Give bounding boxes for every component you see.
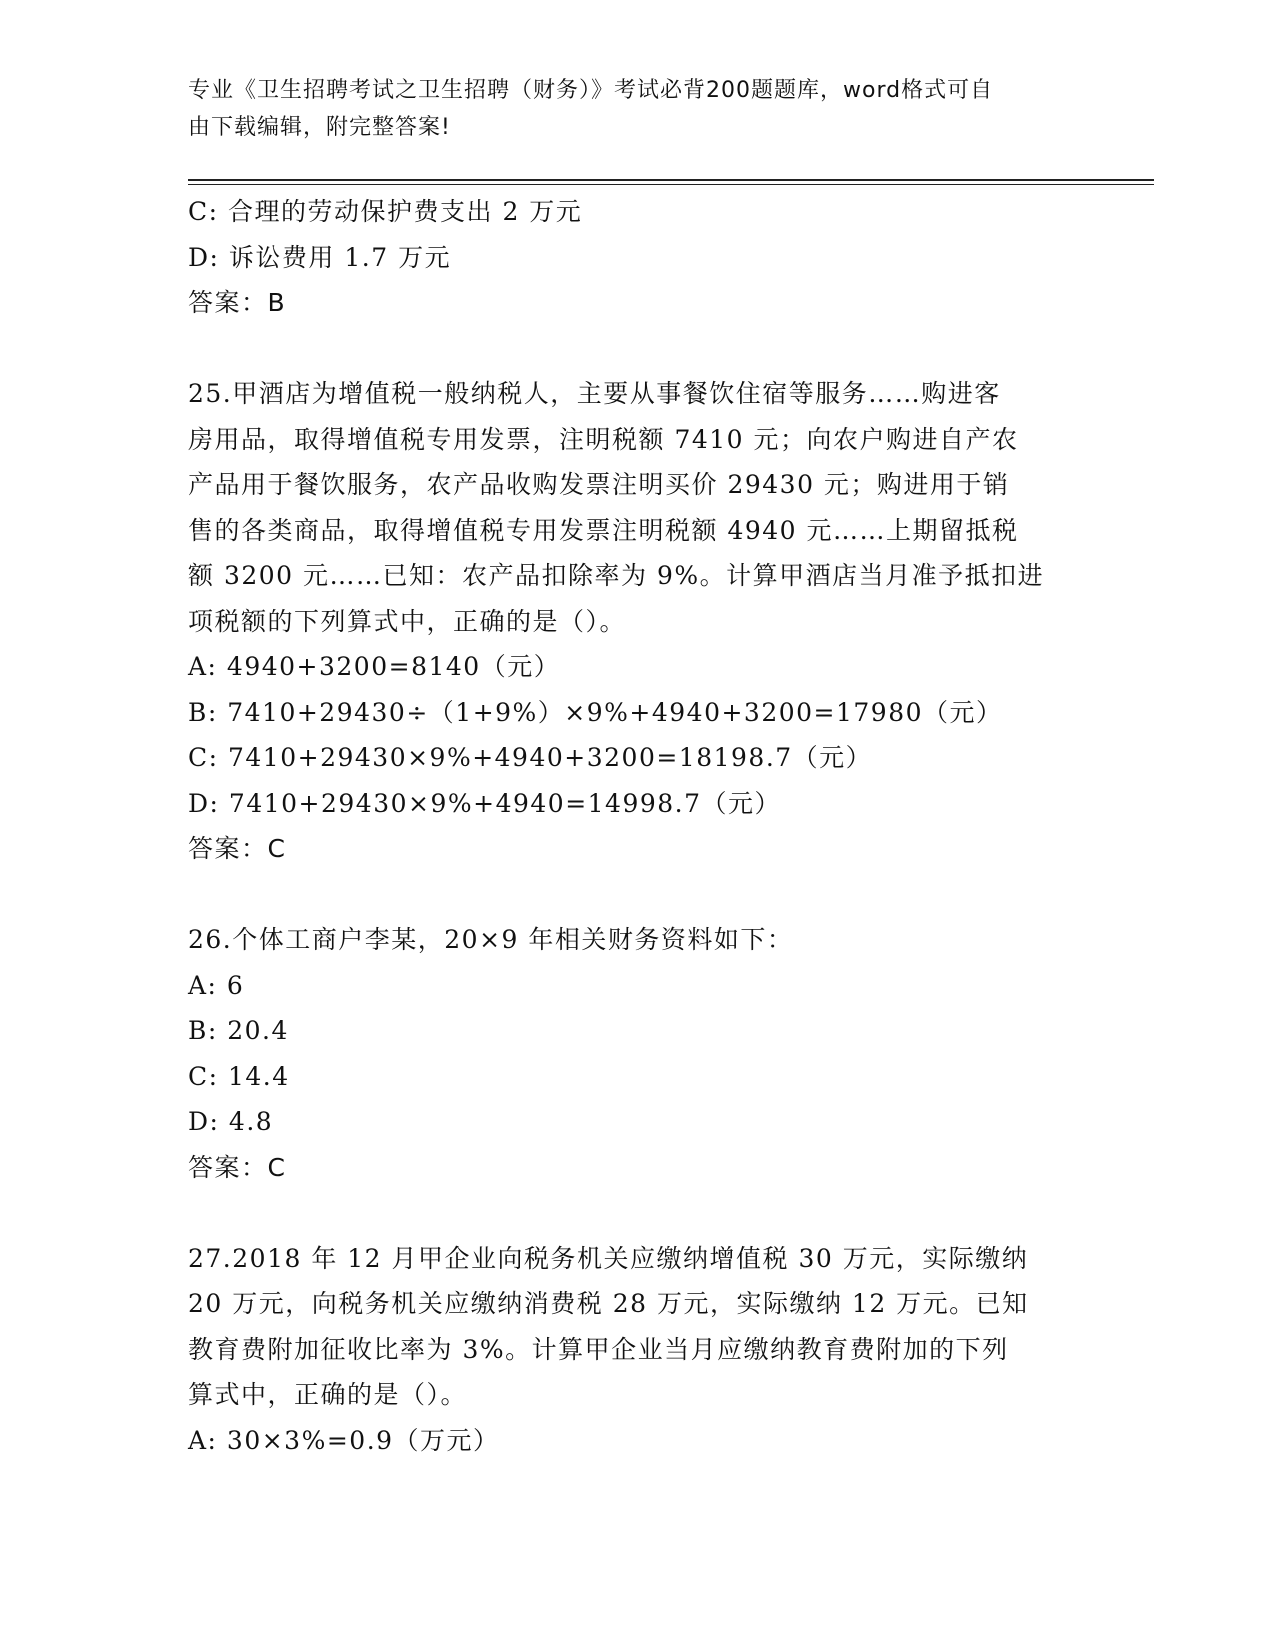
header-rule-thin xyxy=(188,184,1154,185)
question-text-line: 产品用于餐饮服务，农产品收购发票注明买价 29430 元；购进用于销 xyxy=(188,470,1010,499)
option-b: B: 7410+29430÷（1+9%）×9%+4940+3200=17980（元） xyxy=(188,697,1003,727)
option-d: D: 4.8 xyxy=(188,1107,274,1136)
option-b: B: 20.4 xyxy=(188,1016,289,1045)
answer-label: 答案：C xyxy=(188,1152,287,1182)
option-c: C: 7410+29430×9%+4940+3200=18198.7（元） xyxy=(188,743,873,772)
document-header xyxy=(188,72,1068,146)
header-line-1: 专业《卫生招聘考试之卫生招聘（财务）》考试必背200题题库，word格式可自 xyxy=(188,78,994,103)
answer-label: 答案：C xyxy=(188,834,287,863)
question-text-line: 额 3200 元……已知：农产品扣除率为 9%。计算甲酒店当月准予抵扣进 xyxy=(188,561,1045,590)
question-27 xyxy=(188,1236,1088,1464)
header-rule-thick xyxy=(188,179,1154,181)
question-text-line: 教育费附加征收比率为 3%。计算甲企业当月应缴纳教育费附加的下列 xyxy=(188,1334,1009,1364)
answer-label: 答案：B xyxy=(188,288,287,317)
option-c: C: 14.4 xyxy=(188,1061,290,1091)
question-text-line: 27.2018 年 12 月甲企业向税务机关应缴纳增值税 30 万元，实际缴纳 xyxy=(188,1243,1029,1273)
option-c: C: 合理的劳动保护费支出 2 万元 xyxy=(188,197,583,226)
question-text-line: 售的各类商品，取得增值税专用发票注明税额 4940 元……上期留抵税 xyxy=(188,515,1019,545)
question-text-line: 20 万元，向税务机关应缴纳消费税 28 万元，实际缴纳 12 万元。已知 xyxy=(188,1289,1029,1318)
question-content xyxy=(188,189,1088,1463)
question-text-line: 房用品，取得增值税专用发票，注明税额 7410 元；向农户购进自产农 xyxy=(188,424,1019,454)
option-a: A: 6 xyxy=(188,970,245,1000)
option-d: D: 7410+29430×9%+4940=14998.7（元） xyxy=(188,788,782,818)
question-text-line: 25.甲酒店为增值税一般纳税人，主要从事餐饮住宿等服务……购进客 xyxy=(188,379,1001,408)
question-text-line: 算式中，正确的是（）。 xyxy=(188,1380,468,1409)
partial-question xyxy=(188,189,1088,326)
question-text-line: 26.个体工商户李某，20×9 年相关财务资料如下： xyxy=(188,925,794,954)
question-text-line: 项税额的下列算式中，正确的是（）。 xyxy=(188,606,627,636)
question-25 xyxy=(188,371,1088,872)
option-a: A: 30×3%=0.9（万元） xyxy=(188,1425,500,1455)
header-line-2: 由下载编辑，附完整答案! xyxy=(188,115,451,140)
option-d: D: 诉讼费用 1.7 万元 xyxy=(188,242,452,272)
option-a: A: 4940+3200=8140（元） xyxy=(188,652,561,681)
question-26 xyxy=(188,917,1088,1190)
